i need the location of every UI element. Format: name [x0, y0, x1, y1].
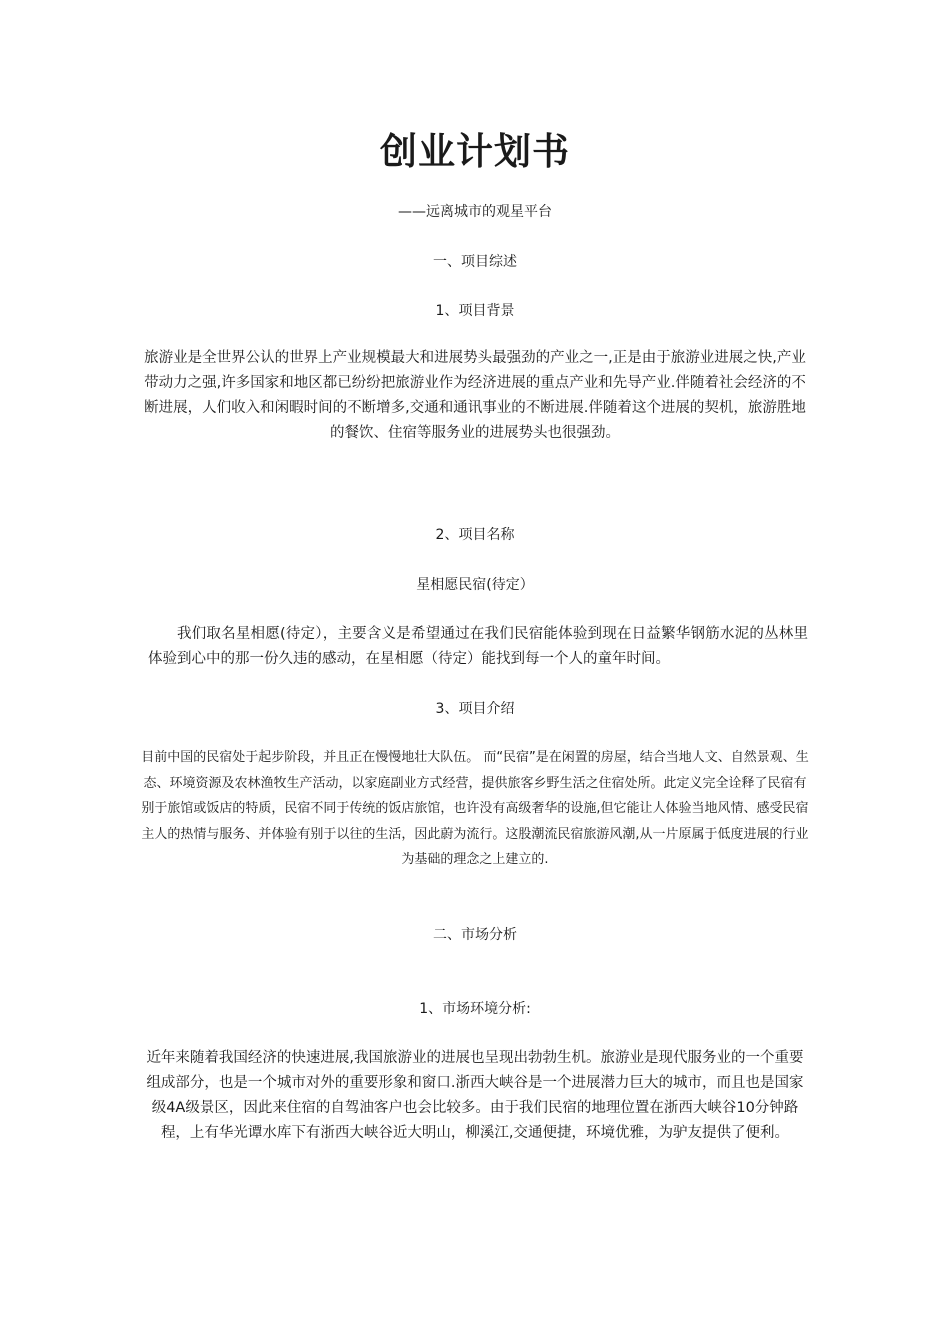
subsection-heading-background: 1、项目背景: [435, 303, 515, 319]
paragraph-background: 旅游业是全世界公认的世界上产业规模最大和进展势头最强劲的产业之一,正是由于旅游业进展之快,产业带动力之强,许多国家和地区都已纷纷把旅游业作为经济进展的重点产业和先导产业.伴随着社会经济的不断进展，人们收入和闲暇时间的不断增多,交通和通讯事业的不断进展.伴随着这个进展的契机，旅游胜地的餐饮、住宿等服务业的进展势头也很强劲。: [144, 350, 806, 441]
paragraph-project-name: 我们取名星相愿(待定），主要含义是希望通过在我们民宿能体验到现在日益繁华钢筋水泥的丛林里体验到心中的那一份久违的感动，在星相愿（待定）能找到每一个人的童年时间。: [148, 626, 808, 667]
paragraph-introduction: 目前中国的民宿处于起步阶段，并且正在慢慢地壮大队伍。 而“民宿”是在闲置的房屋，结合当地人文、自然景观、生态、环境资源及农林渔牧生产活动，以家庭副业方式经营，提供旅客乡野生活之住宿处所。此定义完全诠释了民宿有别于旅馆或饭店的特质，民宿不同于传统的饭店旅馆，也许没有高级奢华的设施,但它能让人体验当地风情、感受民宿主人的热情与服务、并体验有别于以往的生活，因此蔚为流行。这股潮流民宿旅游风潮,从一片原属于低度进展的行业为基础的理念之上建立的.: [141, 750, 809, 867]
paragraph-market-environment: 近年来随着我国经济的快速进展,我国旅游业的进展也呈现出勃勃生机。旅游业是现代服务业的一个重要组成部分，也是一个城市对外的重要形象和窗口.浙西大峡谷是一个进展潜力巨大的城市，而且也是国家级4A级景区，因此来住宿的自驾油客户也会比较多。由于我们民宿的地理位置在浙西大峡谷10分钟路程，上有华光谭水库下有浙西大峡谷近大明山，柳溪江,交通便捷，环境优雅，为驴友提供了便利。: [146, 1050, 804, 1141]
section-heading-market-analysis: 二、市场分析: [433, 927, 517, 943]
subsection-heading-market-environment: 1、市场环境分析:: [419, 1001, 531, 1017]
document-title: 创业计划书: [380, 130, 570, 173]
subsection-heading-introduction: 3、项目介绍: [435, 701, 515, 717]
section-heading-overview: 一、项目综述: [433, 254, 517, 270]
subsection-heading-project-name: 2、项目名称: [435, 527, 515, 543]
document-subtitle: ——远离城市的观星平台: [398, 204, 552, 220]
project-name: 星相愿民宿(待定）: [416, 577, 534, 593]
